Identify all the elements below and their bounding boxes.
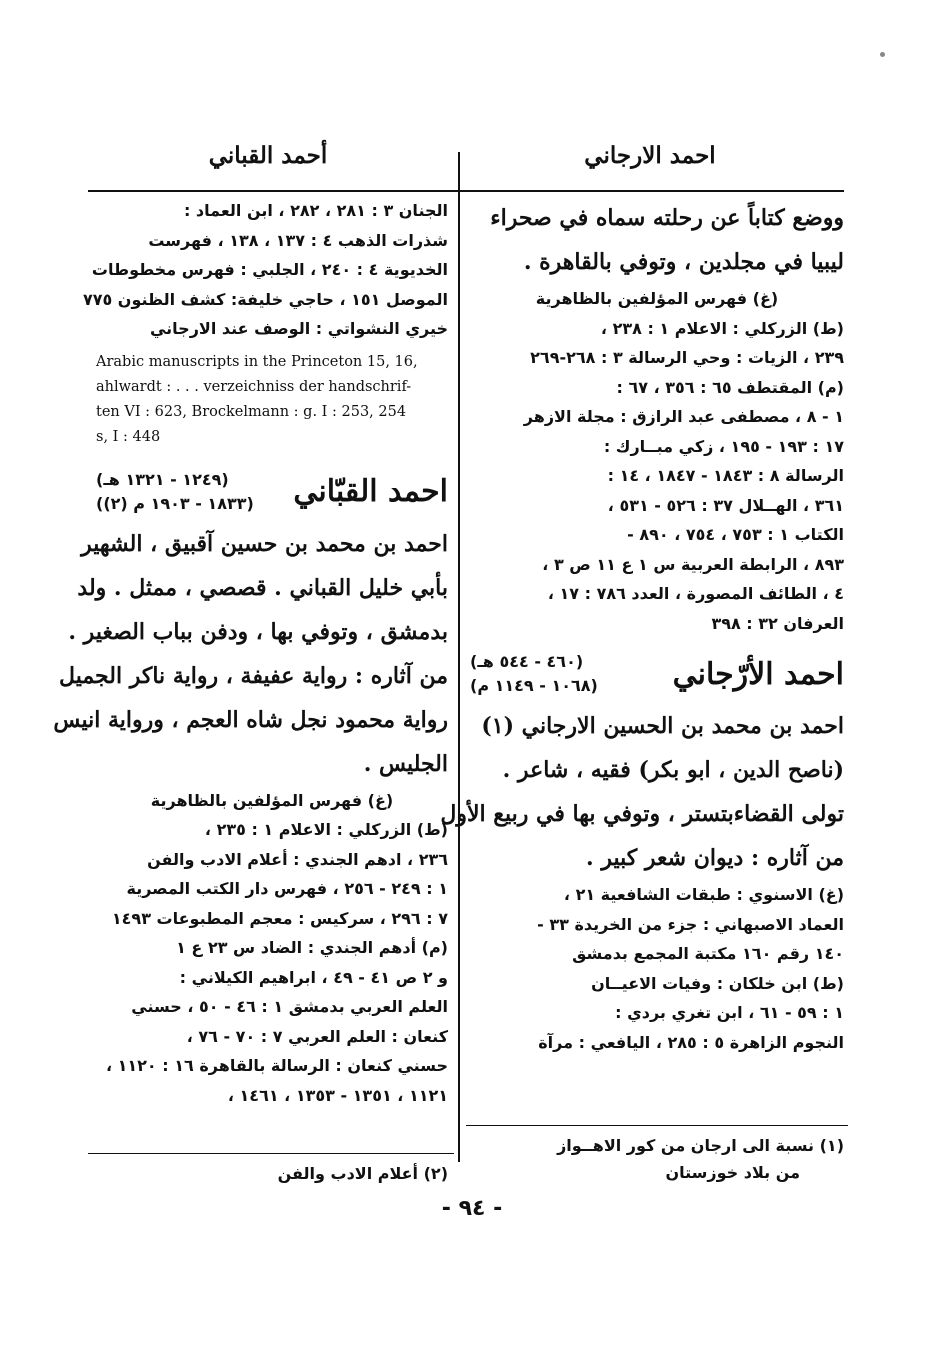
bio-line: رواية محمود نجل شاه العجم ، ورواية انيس <box>53 706 448 733</box>
reference-line: (غ) فهرس المؤلفين بالظاهرية <box>535 289 779 308</box>
bio-line: بدمشق ، وتوفي بها ، ودفن بباب الصغير . <box>68 618 448 645</box>
reference-line: ١ : ٥٩ - ٦١ ، ابن تغري بردي : <box>615 1003 844 1022</box>
bio-line: من آثاره : ديوان شعر كبير . <box>586 845 844 871</box>
bio-line: تولى القضاءبتستر ، وتوفي بها في ربيع الأول <box>440 801 844 827</box>
reference-line: ٤ ، الطائف المصورة ، العدد ٧٨٦ : ١٧ ، <box>547 584 844 603</box>
bio-line: احمد بن محمد بن الحسين الارجاني (١) <box>481 713 844 739</box>
latin-line: Arabic manuscripts in the Princeton 15, 16, <box>96 353 418 370</box>
bio-line: بأبي خليل القباني . قصصي ، ممثل . ولد <box>77 574 448 601</box>
latin-line: ahlwardt : . . . verzeichniss der handschrif- <box>96 378 412 395</box>
reference-line: ٢٣٩ ، الزيات : وحي الرسالة ٣ : ٢٦٨-٢٦٩ <box>530 348 844 367</box>
right-footnote <box>470 1132 844 1186</box>
hijri-dates: (١٢٤٩ - ١٣٢١ هـ) <box>96 469 229 489</box>
left-running-head: أحمد القباني <box>208 142 328 169</box>
reference-line: شذرات الذهب ٤ : ١٣٧ ، ١٣٨ ، فهرست <box>148 230 448 250</box>
reference-line: ١٧ : ١٩٣ - ١٩٥ ، زكي مبــارك : <box>603 436 844 456</box>
reference-line: (ط) الزركلي : الاعلام ١ : ٢٣٨ ، <box>600 318 844 338</box>
right-running-head: احمد الارجاني <box>584 142 716 169</box>
gregorian-dates: (١٨٣٣ - ١٩٠٣ م (٢)) <box>96 493 254 513</box>
bio-line: (ناصح الدين ، ابو بكر) فقيه ، شاعر . <box>502 757 844 783</box>
text-line: ووضع كتاباً عن رحلته سماه في صحراء <box>490 205 844 231</box>
entry-name: احمد القبّاني <box>293 474 448 509</box>
reference-line: كنعان : العلم العربي ٧ : ٧٠ - ٧٦ ، <box>186 1026 448 1046</box>
bio-line: الجليس . <box>363 750 448 777</box>
reference-line: و ٢ ص ٤١ - ٤٩ ، ابراهيم الكيلاني : <box>179 967 448 987</box>
left-footnote <box>96 1160 448 1187</box>
reference-line: ٧ : ٢٩٦ ، سركيس : معجم المطبوعات ١٤٩٣ <box>111 908 448 928</box>
reference-line: (م) المقتطف ٦٥ : ٣٥٦ ، ٦٧ : <box>616 377 844 397</box>
gregorian-dates: (١٠٦٨ - ١١٤٩ م) <box>470 676 598 695</box>
entry-heading <box>470 650 844 698</box>
footnote-rule-right <box>466 1125 848 1126</box>
reference-line: (غ) الاسنوي : طبقات الشافعية ٢١ ، <box>563 885 844 904</box>
header-rule <box>88 190 844 192</box>
bio-line: من آثاره : رواية عفيفة ، رواية ناكر الجميل <box>59 662 448 689</box>
reference-line: العماد الاصبهاني : جزء من الخريدة ٣٣ - <box>537 914 844 934</box>
footnote-line: من بلاد خوزستان <box>665 1163 800 1182</box>
reference-line: الموصل ١٥١ ، حاجي خليفة: كشف الظنون ٧٧٥ <box>82 289 448 309</box>
column-divider <box>458 152 460 1162</box>
reference-line: (ط) الزركلي : الاعلام ١ : ٢٣٥ ، <box>204 820 448 839</box>
reference-line: العرفان ٣٢ : ٣٩٨ <box>711 613 844 633</box>
reference-line: ١ : ٢٤٩ - ٢٥٦ ، فهرس دار الكتب المصرية <box>126 879 448 898</box>
reference-line: الخديوية ٤ : ٢٤٠ ، الجلبي : فهرس مخطوطات <box>91 260 448 279</box>
reference-line: ٣٦١ ، الهــلال ٣٧ : ٥٢٦ - ٥٣١ ، <box>607 495 844 515</box>
reference-line: (م) أدهم الجندي : الضاد س ٢٣ ع ١ <box>176 938 448 957</box>
footnote-line: (١) نسبة الى ارجان من كور الاهــواز <box>557 1136 844 1155</box>
reference-line: الرسالة ٨ : ١٨٤٣ - ١٨٤٧ ، ١٤ : <box>607 466 844 485</box>
bio-line: احمد بن محمد بن حسين آقبيق ، الشهير <box>81 530 448 557</box>
reference-line: ١١٢١ ، ١٣٥١ - ١٣٥٣ ، ١٤٦١ ، <box>227 1085 448 1105</box>
entry-dates <box>96 468 254 516</box>
right-column <box>440 196 844 1057</box>
latin-line: s, I : 448 <box>96 428 161 445</box>
footnote-line: (٢) أعلام الادب والفن <box>277 1164 448 1183</box>
hijri-dates: (٤٦٠ - ٥٤٤ هـ) <box>470 652 584 671</box>
left-column <box>53 196 448 1110</box>
entry-dates <box>470 650 598 698</box>
reference-line: (غ) فهرس المؤلفين بالظاهرية <box>150 790 394 810</box>
reference-line: ١٤٠ رقم ١٦٠ مكتبة المجمع بدمشق <box>572 944 844 963</box>
reference-line: ١ - ٨ ، مصطفى عبد الرازق : مجلة الازهر <box>523 407 844 426</box>
page-number: - ٩٤ - <box>441 1196 503 1221</box>
reference-line: النجوم الزاهرة ٥ : ٢٨٥ ، اليافعي : مرآة <box>538 1032 844 1052</box>
entry-name: احمد الأرّجاني <box>672 656 844 692</box>
scan-speck <box>880 52 885 57</box>
entry-heading <box>96 468 448 516</box>
reference-line: حسني كنعان : الرسالة بالقاهرة ١٦ : ١١٢٠ ، <box>105 1056 448 1075</box>
text-line: ليبيا في مجلدين ، وتوفي بالقاهرة . <box>523 249 844 275</box>
latin-line: ten VI : 623, Brockelmann : g. I : 253, 254 <box>96 403 407 420</box>
reference-line: (ط) ابن خلكان : وفيات الاعيــان <box>591 973 844 993</box>
reference-line: ٨٩٣ ، الرابطة العربية س ١ ع ١١ ص ٣ ، <box>542 554 844 574</box>
reference-line: العلم العربي بدمشق ١ : ٤٦ - ٥٠ ، حسني <box>131 997 448 1016</box>
reference-line: ٢٣٦ ، ادهم الجندي : أعلام الادب والفن <box>147 849 448 869</box>
reference-line: خيري النشواتي : الوصف عند الارجاني <box>149 319 448 338</box>
footnote-rule-left <box>88 1153 454 1154</box>
reference-line: الجنان ٣ : ٢٨١ ، ٢٨٢ ، ابن العماد : <box>183 201 448 220</box>
reference-line: الكتاب ١ : ٧٥٣ ، ٧٥٤ ، ٨٩٠ - <box>627 525 844 544</box>
latin-references <box>96 350 448 450</box>
